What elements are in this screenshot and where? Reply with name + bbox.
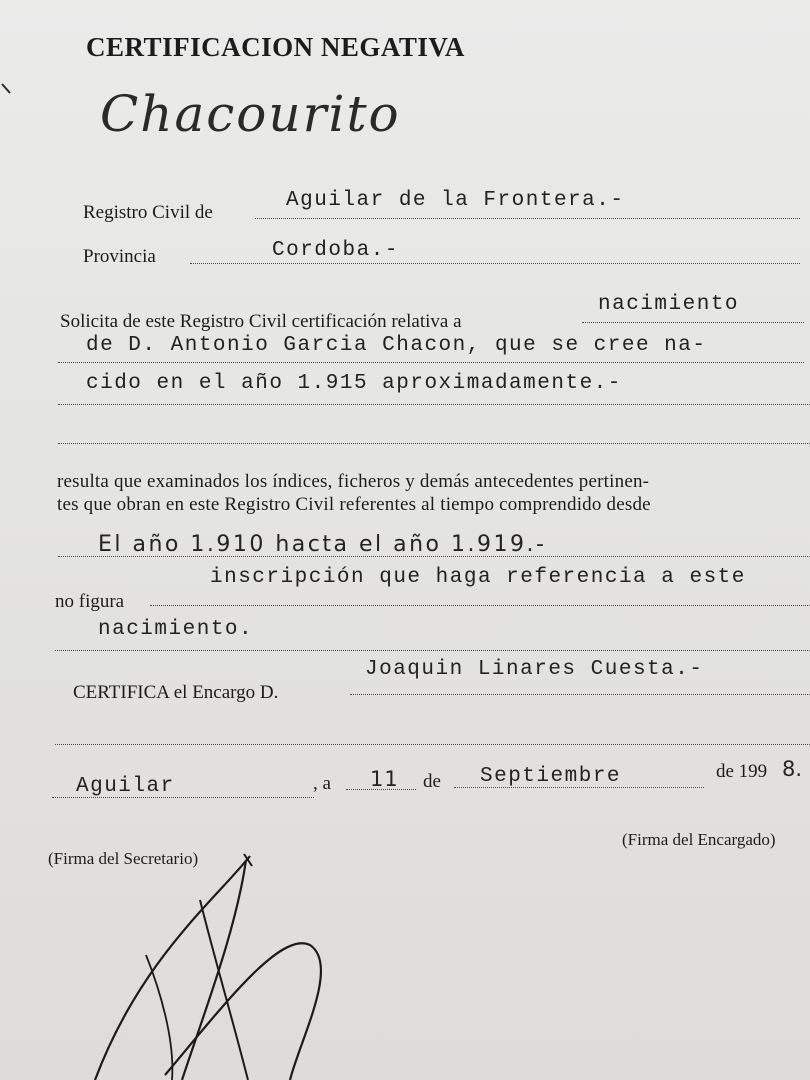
no-figura-value-2: nacimiento.	[98, 618, 254, 641]
firma-encargado-label: (Firma del Encargado)	[622, 830, 776, 849]
solicita-value-1: nacimiento	[598, 293, 740, 316]
fecha-a-label: , a	[313, 773, 331, 794]
fecha-day: 11	[370, 767, 399, 791]
fecha-month: Septiembre	[480, 765, 622, 788]
solicita-value-3: cido en el año 1.915 aproximadamente.-	[86, 372, 622, 395]
fecha-place: Aguilar	[76, 775, 175, 798]
solicita-value-2: de D. Antonio Garcia Chacon, que se cree na-	[86, 334, 707, 357]
certifica-value: Joaquin Linares Cuesta.-	[365, 658, 704, 681]
registro-value: Aguilar de la Frontera.-	[286, 189, 625, 212]
certifica-label: CERTIFICA el Encargo D.	[73, 682, 279, 703]
periodo-value: El año 1.910 hacta el año 1.919.-	[98, 532, 547, 557]
firma-secretario-label: (Firma del Secretario)	[48, 849, 199, 868]
resulta-line-1: resulta que examinados los índices, ficheros y demás antecedentes pertinen-	[57, 471, 650, 492]
resulta-line-2: tes que obran en este Registro Civil referentes al tiempo comprendido desde	[57, 494, 651, 515]
no-figura-value-1: inscripción que haga referencia a este	[210, 566, 746, 589]
no-figura-label: no figura	[55, 591, 125, 612]
fecha-year-digit: 8.	[782, 757, 803, 781]
fecha-de-label-1: de	[423, 771, 441, 792]
fecha-de-label-2: de 199	[716, 761, 768, 782]
registro-label: Registro Civil de	[83, 202, 213, 223]
provincia-value: Cordoba.-	[272, 239, 399, 262]
handwritten-note: Chacourito	[100, 85, 401, 143]
provincia-label: Provincia	[83, 246, 156, 267]
document-title: CERTIFICACION NEGATIVA	[86, 32, 465, 62]
solicita-label: Solicita de este Registro Civil certificación relativa a	[60, 311, 462, 332]
